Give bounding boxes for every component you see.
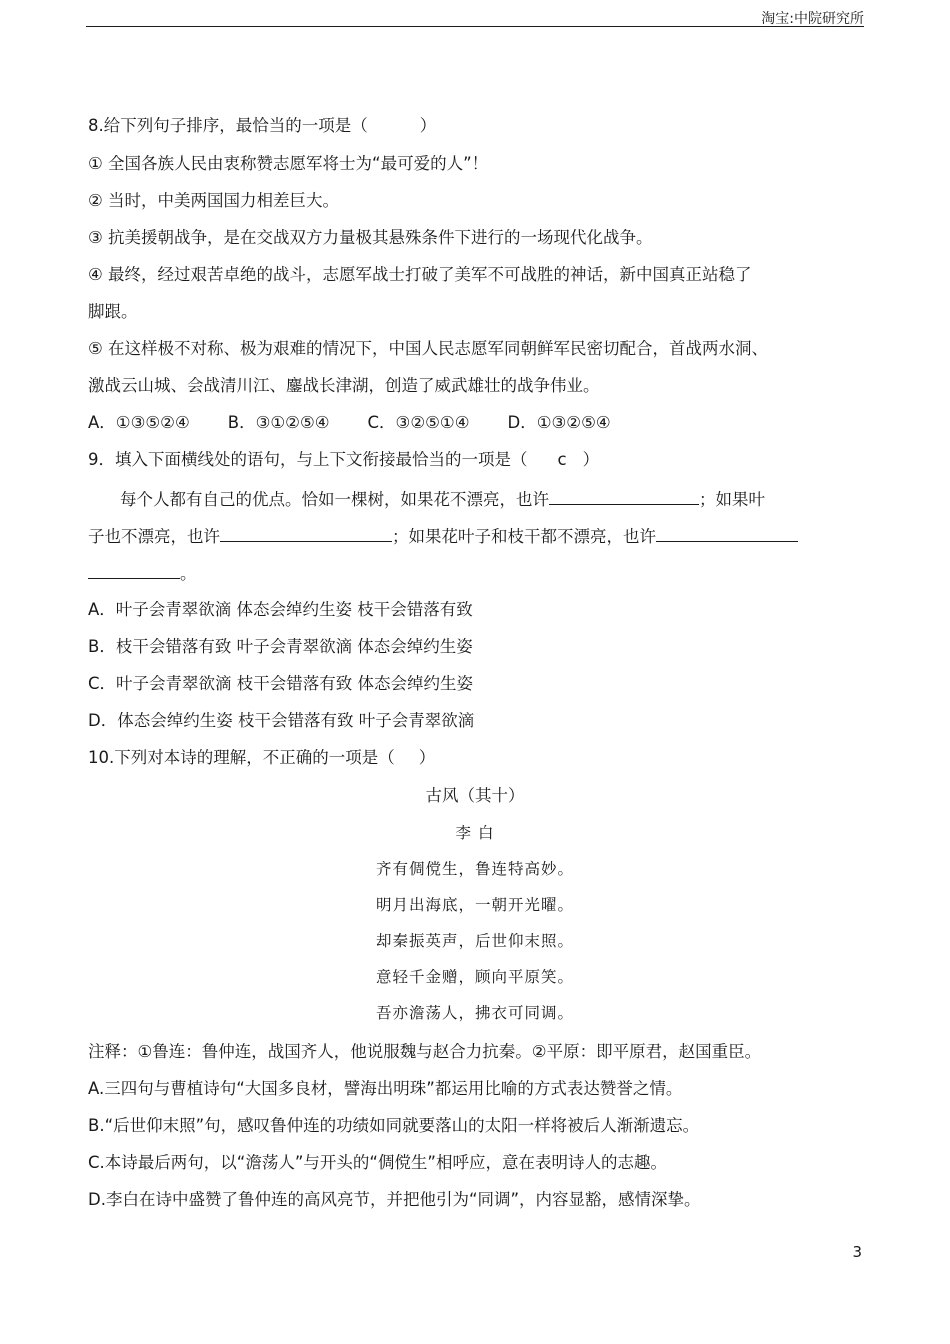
q9-option-b: B．枝干会错落有致 叶子会青翠欲滴 体态会绰约生姿 — [88, 637, 473, 656]
header-source: 淘宝:中院研究所 — [761, 11, 864, 27]
q10-option-d: D.李白在诗中盛赞了鲁仲连的高风亮节，并把他引为“同调”，内容显豁，感情深挚。 — [88, 1190, 701, 1209]
poem-author: 李 白 — [455, 824, 495, 842]
q8-option-a: A．①③⑤②④ — [88, 413, 190, 432]
q8-sentence-1: ① 全国各族人民由衷称赞志愿军将士为“最可爱的人”！ — [88, 154, 489, 173]
q9-blank-3 — [656, 523, 798, 542]
poem-line-3: 却秦振英声，后世仰末照。 — [375, 932, 574, 950]
q8-stem: 8.给下列句子排序，最恰当的一项是（ ） — [88, 116, 437, 135]
q9-option-d: D．体态会绰约生姿 枝干会错落有致 叶子会青翠欲滴 — [88, 711, 475, 730]
poem-line-4: 意轻千金赠，顾向平原笑。 — [375, 968, 574, 986]
q9-blank-3-cont — [88, 560, 180, 579]
poem-line-1: 齐有倜傥生，鲁连特高妙。 — [375, 860, 574, 878]
poem-line-5: 吾亦澹荡人，拂衣可同调。 — [375, 1004, 574, 1022]
q8-option-d: D．①③②⑤④ — [507, 413, 611, 432]
q8-option-c: C．③②⑤①④ — [367, 413, 470, 432]
poem-line-2: 明月出海底，一朝开光曜。 — [375, 896, 574, 914]
poem-note: 注释：①鲁连：鲁仲连，战国齐人，他说服魏与赵合力抗秦。②平原：即平原君，赵国重臣。 — [88, 1042, 762, 1061]
q8-sentence-5: ⑤ 在这样极不对称、极为艰难的情况下，中国人民志愿军同朝鲜军民密切配合，首战两水洞、 — [88, 339, 769, 358]
q9-passage-line-1: 每个人都有自己的优点。恰如一棵树，如果花不漂亮，也许 ；如果叶 — [120, 486, 864, 512]
q10-option-c: C.本诗最后两句，以“澹荡人”与开头的“倜傥生”相呼应，意在表明诗人的志趣。 — [88, 1153, 667, 1172]
q10-stem: 10.下列对本诗的理解，不正确的一项是（ ） — [88, 748, 436, 767]
q8-options — [88, 411, 864, 435]
q8-sentence-4-cont: 脚跟。 — [88, 302, 138, 321]
q9-option-c: C．叶子会青翠欲滴 枝干会错落有致 体态会绰约生姿 — [88, 674, 474, 693]
q9-stem: 9．填入下面横线处的语句，与上下文衔接最恰当的一项是（ c ） — [88, 450, 600, 469]
page-number: 3 — [852, 1243, 862, 1261]
q8-sentence-2: ② 当时，中美两国国力相差巨大。 — [88, 191, 340, 210]
q8-sentence-4: ④ 最终，经过艰苦卓绝的战斗，志愿军战士打破了美军不可战胜的神话，新中国真正站稳了 — [88, 265, 752, 284]
q8-sentence-5-cont: 激战云山城、会战清川江、鏖战长津湖，创造了威武雄壮的战争伟业。 — [88, 376, 600, 395]
header-divider — [86, 26, 864, 27]
q9-blank-2 — [220, 523, 392, 542]
q8-sentence-3: ③ 抗美援朝战争，是在交战双方力量极其悬殊条件下进行的一场现代化战争。 — [88, 228, 653, 247]
q9-handwritten-answer: c — [557, 450, 567, 469]
poem-title: 古风（其十） — [425, 786, 525, 805]
q9-passage-line-3: 。 — [88, 560, 864, 586]
q9-passage-line-2: 子也不漂亮，也许 ；如果花叶子和枝干都不漂亮，也许 — [88, 523, 864, 549]
q10-option-b: B.“后世仰末照”句，感叹鲁仲连的功绩如同就要落山的太阳一样将被后人渐渐遗忘。 — [88, 1116, 700, 1135]
q9-option-a: A．叶子会青翠欲滴 体态会绰约生姿 枝干会错落有致 — [88, 600, 473, 619]
q9-blank-1 — [549, 486, 699, 505]
q10-option-a: A.三四句与曹植诗句“大国多良材，譬海出明珠”都运用比喻的方式表达赞誉之情。 — [88, 1079, 683, 1098]
q8-option-b: B．③①②⑤④ — [227, 413, 330, 432]
